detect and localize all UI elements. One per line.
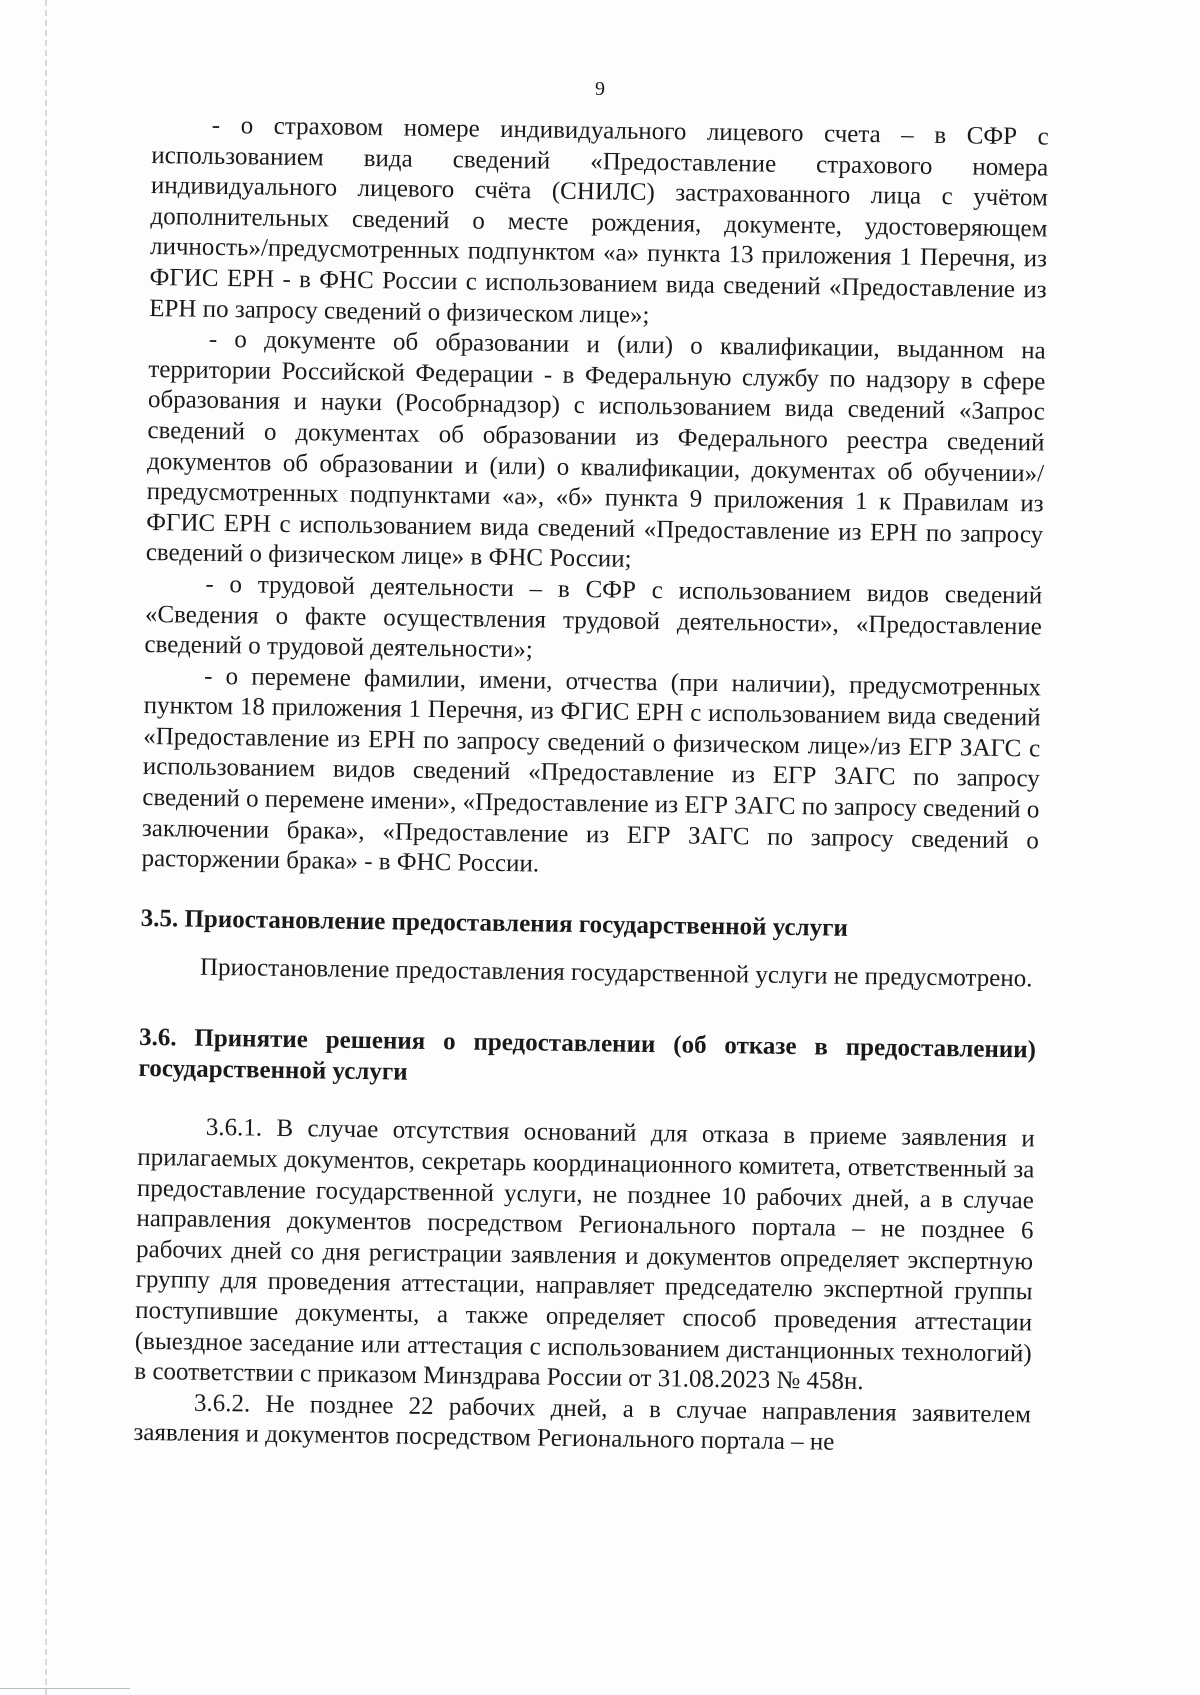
- section-3-6-2-paragraph: 3.6.2. Не позднее 22 рабочих дней, а в случае направления заявителем заявления и документов посредством Регионального портала – не: [133, 1389, 1032, 1457]
- page-number: 9: [595, 78, 605, 100]
- scan-bottom-line: [0, 1688, 130, 1689]
- scan-left-margin-marks: [45, 0, 49, 1695]
- section-3-6-1-paragraph: 3.6.1. В случае отсутствия оснований для отказа в приеме заявления и прилагаемых документов, секретарь координационного комитета, ответственный за предоставление государственной услуги, не позднее 10 рабочих дней, а в случае направления документов посредством Регионального портала – не позднее 6 рабочих дней со дня регистрации заявления и документов определяет экспертную группу для проведения аттестации, направляет председателю экспертной группы поступившие документы, а также определяет способ проведения аттестации (выездное заседание или аттестация с использованием дистанционных технологий) в соответствии с приказом Минздрава России от 31.08.2023 № 458н.: [134, 1114, 1035, 1396]
- paragraph-snils: - о страховом номере индивидуального лицевого счета – в СФР с использованием вида сведений «Предоставление страхового номера индивидуального лицевого счёта (СНИЛС) застрахованного лица с учётом дополнительных сведений о месте рождения, документе, удостоверяющем личность»/предусмотренных подпунктом «а» пункта 13 приложения 1 Перечня, из ФГИС ЕРН - в ФНС России с использованием вида сведений «Предоставление из ЕРН по запросу сведений о физическом лице»;: [149, 111, 1049, 329]
- paragraph-education: - о документе об образовании и (или) о квалификации, выданном на территории Российской Федерации - в Федеральную службу по надзору в сфере образования и науки (Рособрнадзор) с использованием вида сведений «Запрос сведений о документах об образовании из Федерального реестра сведений документов об образовании и (или) о квалификации, документах об обучении»/предусмотренных подпунктами «а», «б» пункта 9 приложения 1 к Правилам из ФГИС ЕРН с использованием вида сведений «Предоставление из ЕРН по запросу сведений о физическом лице» в ФНС России;: [145, 325, 1046, 574]
- paragraph-employment: - о трудовой деятельности – в СФР с использованием видов сведений «Сведения о факте осуществления трудовой деятельности», «Предоставление сведений о трудовой деятельности»;: [144, 570, 1043, 664]
- document-body: [133, 110, 1049, 1461]
- section-3-5-text: Приостановление предоставления государственной услуги не предусмотрено.: [199, 953, 1033, 993]
- section-3-6-heading: 3.6. Принятие решения о предоставлении (об отказе в предоставлении) государственной услуги: [138, 1024, 1037, 1087]
- paragraph-name-change: - о перемене фамилии, имени, отчества (при наличии), предусмотренных пунктом 18 приложения 1 Перечня, из ФГИС ЕРН с использованием вида сведений «Предоставление из ЕРН по запросу сведений о физическом лице»/из ЕГР ЗАГС с использованием видов сведений «Предоставление из ЕГР ЗАГС по запросу сведений о перемене имени», «Предоставление из ЕГР ЗАГС по запросу сведений о заключении брака», «Предоставление из ЕГР ЗАГС по запросу сведений о расторжении брака» - в ФНС России.: [141, 662, 1042, 878]
- section-3-5-heading: 3.5. Приостановление предоставления государственной услуги: [140, 904, 849, 942]
